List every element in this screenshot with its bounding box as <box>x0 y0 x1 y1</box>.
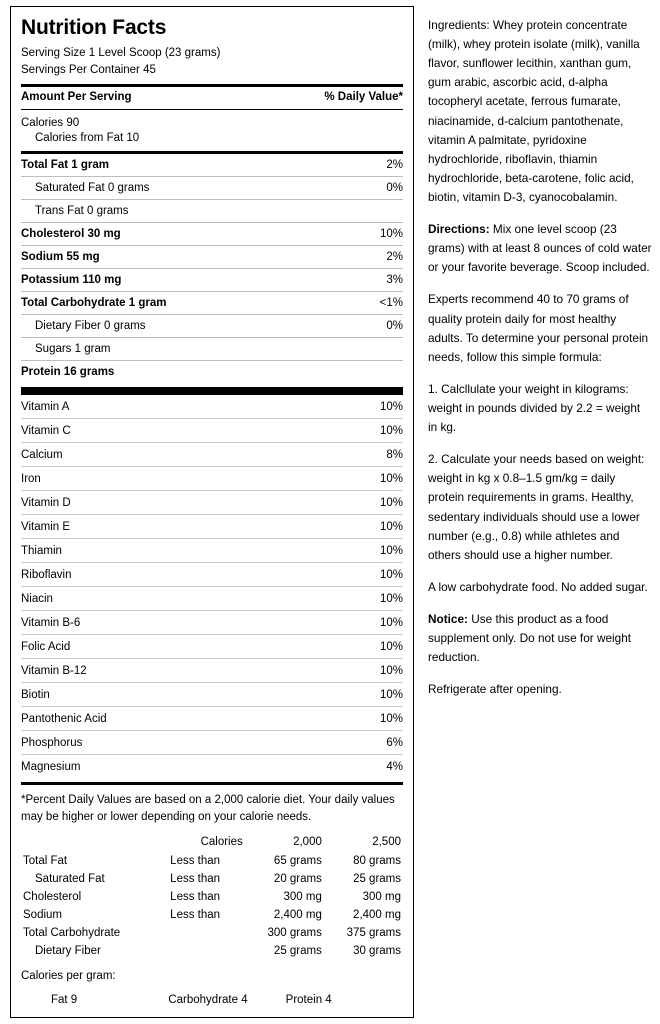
directions-label: Directions: <box>428 222 490 237</box>
vitamin-label: Folic Acid <box>21 640 71 653</box>
experts-paragraph: Experts recommend 40 to 70 grams of quality protein daily for most healthy adults. To determine your personal protein needs, follow this simple formula: <box>428 292 649 364</box>
page-title: Nutrition Facts <box>21 16 167 39</box>
nutrient-value: 10% <box>379 227 403 240</box>
formula-step-2: 2. Calculate your needs based on weight: weight in kg x 0.8–1.5 gm/kg = daily protein requirements in grams. Healthy, sedentary individuals should use a lower number (e.g., 0.8) while athletes and others should use a higher number. <box>428 452 645 562</box>
nutrient-label: Protein 16 grams <box>21 365 115 378</box>
divider-thick <box>21 387 403 395</box>
list-item <box>21 610 403 634</box>
vitamin-value: 10% <box>379 568 403 581</box>
row-value-2500: 2,400 mg <box>353 909 401 922</box>
list-item <box>21 658 403 682</box>
table-row <box>21 338 403 360</box>
nutrient-label: Cholesterol 30 mg <box>21 227 121 240</box>
vitamin-value: 10% <box>379 520 403 533</box>
column-header-blank <box>21 833 158 852</box>
list-item <box>21 730 403 754</box>
table-row <box>21 246 403 268</box>
row-label: Saturated Fat <box>35 873 105 886</box>
row-value-2500: 300 mg <box>362 891 401 904</box>
list-item <box>21 490 403 514</box>
nutrient-rows <box>21 154 403 383</box>
servings-per-container: Servings Per Container 45 <box>21 64 156 77</box>
directions-paragraph <box>428 220 652 277</box>
table-row <box>21 361 403 383</box>
vitamin-value: 10% <box>379 616 403 629</box>
notice-paragraph <box>428 610 652 667</box>
table-row <box>21 870 403 888</box>
vitamin-label: Riboflavin <box>21 568 72 581</box>
nutrient-label: Saturated Fat 0 grams <box>35 181 150 194</box>
table-row <box>21 177 403 199</box>
row-value-2000: 25 grams <box>273 945 322 958</box>
amount-per-serving-label: Amount Per Serving <box>21 90 132 103</box>
row-label: Total Fat <box>23 855 68 868</box>
vitamin-value: 10% <box>379 688 403 701</box>
vitamin-label: Vitamin A <box>21 400 70 413</box>
vitamin-label: Iron <box>21 472 41 485</box>
row-label: Total Carbohydrate <box>23 927 121 940</box>
vitamin-value: 10% <box>379 664 403 677</box>
row-value-2000: 2,400 mg <box>273 909 322 922</box>
row-value-2500: 375 grams <box>346 927 401 940</box>
low-carb-paragraph: A low carbohydrate food. No added sugar. <box>428 579 648 594</box>
list-item <box>21 514 403 538</box>
row-qualifier: Less than <box>170 909 221 922</box>
nutrient-value: <1% <box>379 296 403 309</box>
table-row <box>21 292 403 314</box>
list-item <box>21 562 403 586</box>
amount-per-serving-header <box>21 87 403 106</box>
list-item <box>21 466 403 490</box>
refrigerate-paragraph: Refrigerate after opening. <box>428 682 562 697</box>
row-qualifier <box>158 924 245 942</box>
table-row <box>21 888 403 906</box>
row-qualifier: Less than <box>170 855 221 868</box>
row-qualifier: Less than <box>170 891 221 904</box>
table-header-row <box>21 833 403 852</box>
table-row <box>21 315 403 337</box>
list-item <box>21 706 403 730</box>
vitamin-label: Magnesium <box>21 760 81 773</box>
nutrient-value: 2% <box>386 250 403 263</box>
row-value-2500: 80 grams <box>353 855 401 868</box>
notice-label: Notice: <box>428 611 468 626</box>
row-value-2000: 65 grams <box>273 855 322 868</box>
table-row <box>21 154 403 176</box>
calories-per-gram-protein: Protein 4 <box>285 994 332 1007</box>
daily-values-table <box>21 833 403 960</box>
calories-per-gram-carbohydrate: Carbohydrate 4 <box>168 994 248 1007</box>
vitamin-value: 6% <box>386 736 403 749</box>
list-item <box>21 442 403 466</box>
row-value-2500: 25 grams <box>353 873 401 886</box>
list-item <box>21 586 403 610</box>
row-value-2500: 30 grams <box>353 945 401 958</box>
directions-text: Mix one level scoop (23 grams) with at least 8 ounces of cold water or your favorite beverage. Scoop included. <box>428 222 652 275</box>
vitamin-label: Vitamin E <box>21 520 71 533</box>
table-row <box>21 906 403 924</box>
vitamin-value: 10% <box>379 712 403 725</box>
nutrient-label: Trans Fat 0 grams <box>35 204 129 217</box>
calories-per-gram-fat: Fat 9 <box>51 994 78 1007</box>
list-item <box>21 538 403 562</box>
vitamin-value: 10% <box>379 424 403 437</box>
notice-text: Use this product as a food supplement only. Do not use for weight reduction. <box>428 611 632 665</box>
formula-step-1: 1. Calcllulate your weight in kilograms: weight in pounds divided by 2.2 = weight in kg. <box>428 381 641 435</box>
nutrient-label: Dietary Fiber 0 grams <box>35 319 146 332</box>
table-row <box>21 269 403 291</box>
row-qualifier: Less than <box>170 873 221 886</box>
vitamin-label: Vitamin D <box>21 496 71 509</box>
nutrient-label: Total Carbohydrate 1 gram <box>21 296 167 309</box>
column-header-calories: Calories <box>200 836 243 849</box>
list-item <box>21 682 403 706</box>
vitamin-label: Biotin <box>21 688 50 701</box>
vitamin-value: 8% <box>386 448 403 461</box>
calories-label: Calories 90 <box>21 116 80 129</box>
list-item <box>21 634 403 658</box>
nutrient-value: 3% <box>386 273 403 286</box>
row-label: Sodium <box>23 909 62 922</box>
row-value-2000: 20 grams <box>273 873 322 886</box>
column-header-2000: 2,000 <box>293 836 322 849</box>
vitamin-label: Niacin <box>21 592 53 605</box>
vitamin-label: Pantothenic Acid <box>21 712 107 725</box>
vitamin-value: 10% <box>379 592 403 605</box>
calories-per-gram-values <box>21 994 403 1010</box>
vitamin-value: 4% <box>386 760 403 773</box>
table-row <box>21 942 403 960</box>
serving-size: Serving Size 1 Level Scoop (23 grams) <box>21 47 221 60</box>
vitamin-rows <box>21 395 403 778</box>
daily-value-footnote: *Percent Daily Values are based on a 2,000 calorie diet. Your daily values may be higher or lower depending on your calorie needs. <box>21 793 395 824</box>
table-row <box>21 924 403 942</box>
table-row <box>21 223 403 245</box>
vitamin-label: Vitamin B-12 <box>21 664 87 677</box>
vitamin-label: Vitamin B-6 <box>21 616 81 629</box>
nutrient-label: Total Fat 1 gram <box>21 158 109 171</box>
vitamin-label: Thiamin <box>21 544 62 557</box>
calories-block <box>21 113 403 147</box>
nutrient-label: Potassium 110 mg <box>21 273 122 286</box>
daily-value-label: % Daily Value* <box>324 90 403 103</box>
row-label: Cholesterol <box>23 891 82 904</box>
row-qualifier <box>158 942 245 960</box>
list-item <box>21 418 403 442</box>
vitamin-value: 10% <box>379 472 403 485</box>
vitamin-label: Vitamin C <box>21 424 71 437</box>
divider-thin <box>21 109 403 110</box>
calories-from-fat-label: Calories from Fat 10 <box>35 131 140 144</box>
vitamin-value: 10% <box>379 400 403 413</box>
vitamin-label: Calcium <box>21 448 63 461</box>
table-row <box>21 852 403 870</box>
vitamin-value: 10% <box>379 544 403 557</box>
table-row <box>21 200 403 222</box>
nutrient-value: 0% <box>386 181 403 194</box>
ingredients-paragraph: Ingredients: Whey protein concentrate (milk), whey protein isolate (milk), vanilla flavor, sunflower lecithin, xanthan gum, gum arabic, ascorbic acid, d-alpha tocopheryl acetate, ferrous fumarate, niacinamide, d-calcium pantothenate, vitamin A palmitate, pyridoxine hydrochloride, riboflavin, thiamin hydrochloride, beta-carotene, folic acid, biotin, vitamin D-3, cyanocobalamin. <box>428 18 640 204</box>
calories-per-gram-label: Calories per gram: <box>21 970 116 983</box>
nutrition-facts-panel <box>10 6 414 1018</box>
nutrient-label: Sodium 55 mg <box>21 250 100 263</box>
row-value-2000: 300 grams <box>267 927 322 940</box>
row-label: Dietary Fiber <box>35 945 101 958</box>
row-value-2000: 300 mg <box>283 891 322 904</box>
vitamin-label: Phosphorus <box>21 736 83 749</box>
nutrient-value: 2% <box>386 158 403 171</box>
column-header-2500: 2,500 <box>372 836 401 849</box>
nutrient-value: 0% <box>386 319 403 332</box>
vitamin-value: 10% <box>379 640 403 653</box>
list-item <box>21 395 403 418</box>
product-info-column <box>428 6 652 1018</box>
vitamin-value: 10% <box>379 496 403 509</box>
list-item <box>21 754 403 778</box>
nutrient-label: Sugars 1 gram <box>35 342 111 355</box>
